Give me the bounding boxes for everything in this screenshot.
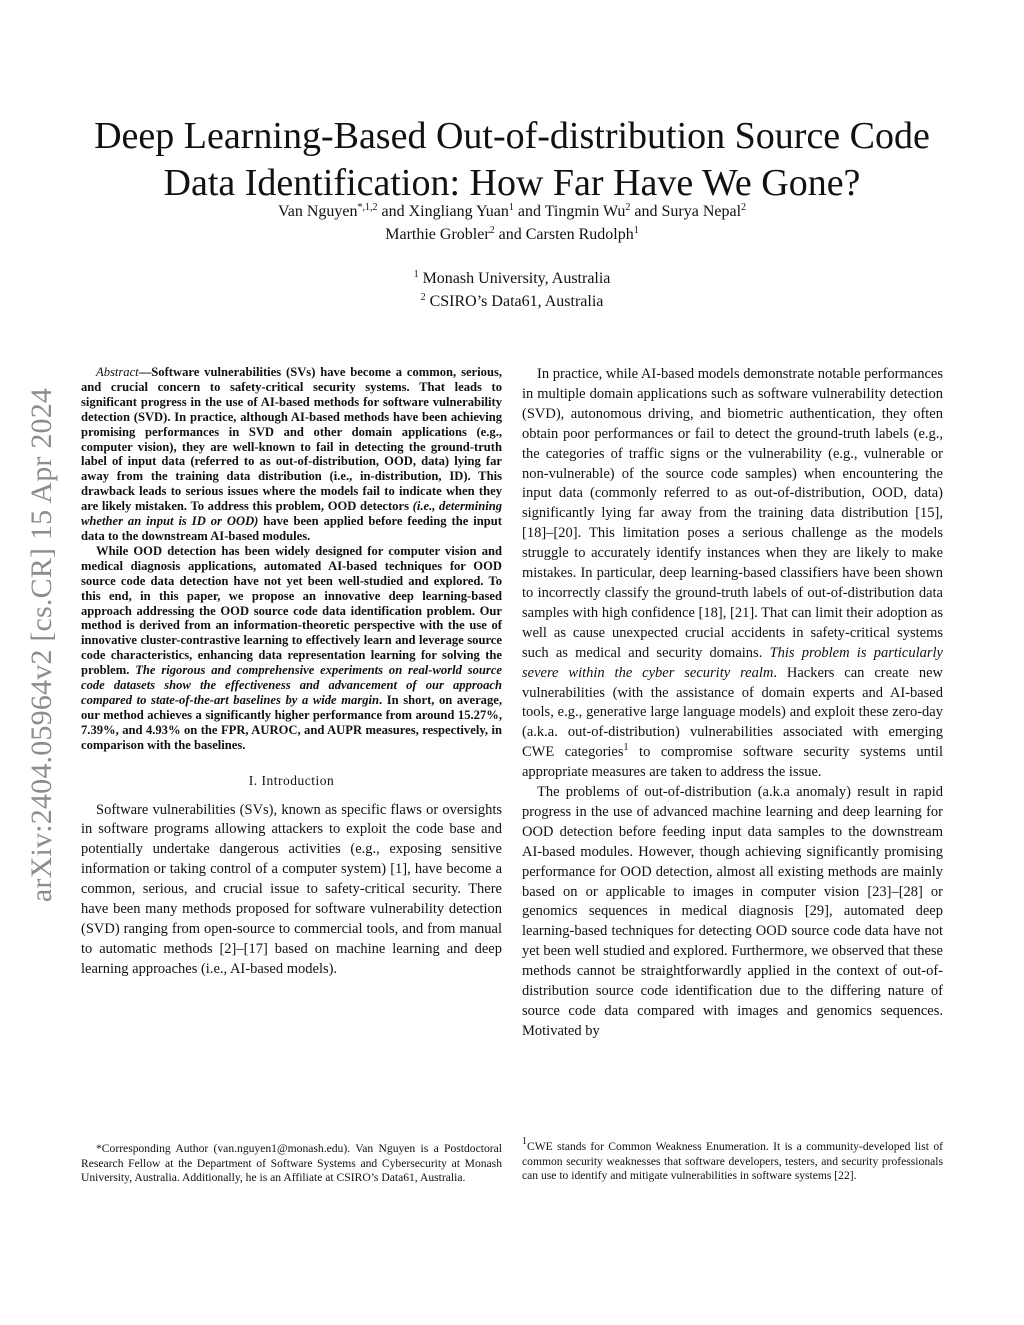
abstract-text: . In short, on average, our method achieves a significantly higher performance from around 15.27%, 7.39%, and 4.93% on the FPR, AUROC, and AUPR measures, respectively, in comparison with the baselines. [81,692,503,752]
footnote-cwe [522,1136,943,1184]
abstract [81,365,502,753]
affiliation-sup: 1 [413,269,419,280]
footnote-text: CWE stands for Common Weakness Enumeration. It is a community-developed list of common security weaknesses that software developers, testers, and security professionals can use to identify and mitigate vulnerabilities in software systems [22]. [522,1140,943,1183]
arxiv-stamp-text: arXiv:2404.05964v2 [cs.CR] 15 Apr 2024 [25,387,59,903]
author-sup: 2 [625,202,631,213]
affiliation-sup: 2 [420,292,426,303]
abstract-label: Abstract [96,365,139,379]
author-sup: *,1,2 [357,202,378,213]
author-line-2 [100,223,924,246]
author-separator: and [377,203,409,220]
abstract-paragraph [81,365,502,544]
author-name: Van Nguyen [277,203,358,220]
abstract-text: have been applied before feeding the input data to the downstream AI-based modules. [81,514,502,543]
author-sup: 1 [633,225,639,236]
author-name: Carsten Rudolph [525,226,634,243]
abstract-paragraph [81,544,502,753]
abstract-emphasis: (i.e., determining whether an input is ID or OOD) [81,499,502,529]
abstract-text: —Software vulnerabilities (SVs) have become a common, serious, and crucial concern to safety-critical security systems. That leads to significant progress in the use of AI-based methods for software vulnerability detection (SVD). In practice, although AI-based methods have been achieving promising performances in SVD and other domain applications (e.g., computer vision), they are well-known to fail in detecting the ground-truth label of input data (referred to as out-of-distribution, OOD, data) lying far away from the training data distribution (i.e., in-distribution, ID). This drawback leads to serious issues where the models fail to indicate when they are likely mistaken. To address this problem, OOD detectors [81,365,502,514]
abstract-text: While OOD detection has been widely designed for computer vision and medical diagnosis applications, automated AI-based techniques for OOD source code data detection have not yet been well-studied and explored. To this end, in this paper, we propose an innovative deep learning-based approach addressing the OOD source code data identification problem. Our method is derived from an information-theoretic perspective with the use of innovative cluster-contrastive learning to effectively learn and leverage source code characteristics, enhancing data representation learning for solving the problem. [81,543,502,678]
body-paragraph: The problems of out-of-distribution (a.k.a anomaly) result in rapid progress in the use of advanced machine learning and deep learning for OOD detection before feeding input data samples to the downstream AI-based modules. However, though achieving significantly promising performance for OOD detection, almost all existing methods are mainly based on or applicable to images in computer vision [23]–[28] or genomics sequences in medical diagnosis [29], automated deep learning-based techniques for detecting OOD source code data have not yet been well studied and explored. Furthermore, we observed that these methods cannot be straightforwardly applied in the context of out-of-distribution source code identification due to the differing nature of source code data compared with images and genomics sequences. Motivated by [522,784,943,1039]
footnote-marker[interactable]: 1 [623,742,629,754]
intro-paragraph: Software vulnerabilities (SVs), known as specific flaws or oversights in software programs allowing attackers to exploit the code base and potentially undertake dangerous activities (e.g., exposing sensitive information or taking control of a computer system) [1], have become a common, serious, and crucial issue to safety-critical security. There have been many methods proposed for software vulnerability detection (SVD) ranging from open-source to commercial tools, and from manual to automatic methods [2]–[17] based on machine learning and deep learning approaches (i.e., AI-based models). [81,801,502,977]
arxiv-stamp [12,345,72,945]
author-name: Tingmin Wu [544,203,626,220]
footnote-corresponding-author: *Corresponding Author (van.nguyen1@monash.edu). Van Nguyen is a Postdoctoral Research Fellow at the Department of Software Systems and Cybersecurity at Monash University, Australia. Additionally, he is an Affiliate at CSIRO’s Data61, Australia. [81,1142,502,1185]
body-text: to compromise software security systems until appropriate measures are taken to address the issue. [522,744,943,781]
affiliation [100,267,924,290]
body-text: . Hackers can create new vulnerabilities (with the assistance of domain experts and AI-based tools, e.g., generative large language models) and exploit these zero-day (a.k.a. out-of-distribution) vulnerabilities associated with emerging CWE categories [522,664,943,761]
affiliation [100,290,924,313]
author-sup: 2 [741,202,747,213]
author-name: Marthie Grobler [385,226,490,243]
section-heading-introduction: I. Introduction [248,772,335,788]
affiliation-text: CSIRO’s Data61, Australia [429,293,604,310]
body-paragraph [522,365,943,783]
left-column [81,365,502,980]
author-sup: 1 [508,202,514,213]
paper-title: Deep Learning-Based Out-of-distribution Source Code Data Identification: How Far Have We Gone? [94,115,930,205]
author-line-1 [100,200,924,223]
author-name: Xingliang Yuan [408,203,509,220]
body-emphasis: This problem is particularly severe within the cyber security realm [522,644,943,681]
author-separator: and [494,226,526,243]
body-text: In practice, while AI-based models demonstrate notable performances in multiple domain applications such as software vulnerability detection (SVD), autonomous driving, and biometric authentication, they often obtain poor performances or fail to detect the ground-truth labels (e.g., the categories of traffic signs or the vulnerability (e.g., vulnerable or non-vulnerable) of the source code samples) when encountering the input data (commonly referred to as out-of-distribution, OOD, data) significantly lying far away from the training data distribution [15], [18]–[20]. This limitation poses a serious challenge as the models struggle to accurately identify instances when they are likely to make mistakes. In particular, deep learning-based classifiers have been shown to incorrectly classify the ground-truth labels of out-of-distribution data samples with high confidence [18], [21]. That can limit their adoption as well as cause unexpected crucial accidents in safety-critical systems such as medical and security domains. [522,366,943,661]
author-name: Surya Nepal [661,203,742,220]
affiliation-list [100,267,924,313]
author-separator: and [513,203,545,220]
footnote-sup: 1 [522,1136,527,1147]
affiliation-text: Monash University, Australia [422,270,611,287]
right-column [522,365,943,1042]
author-sup: 2 [489,225,495,236]
author-separator: and [630,203,662,220]
author-list [100,200,924,246]
abstract-emphasis: The rigorous and comprehensive experiments on real-world source code datasets show the effectiveness and advancement of our approach compared to state-of-the-art baselines by a wide margin [81,663,502,707]
